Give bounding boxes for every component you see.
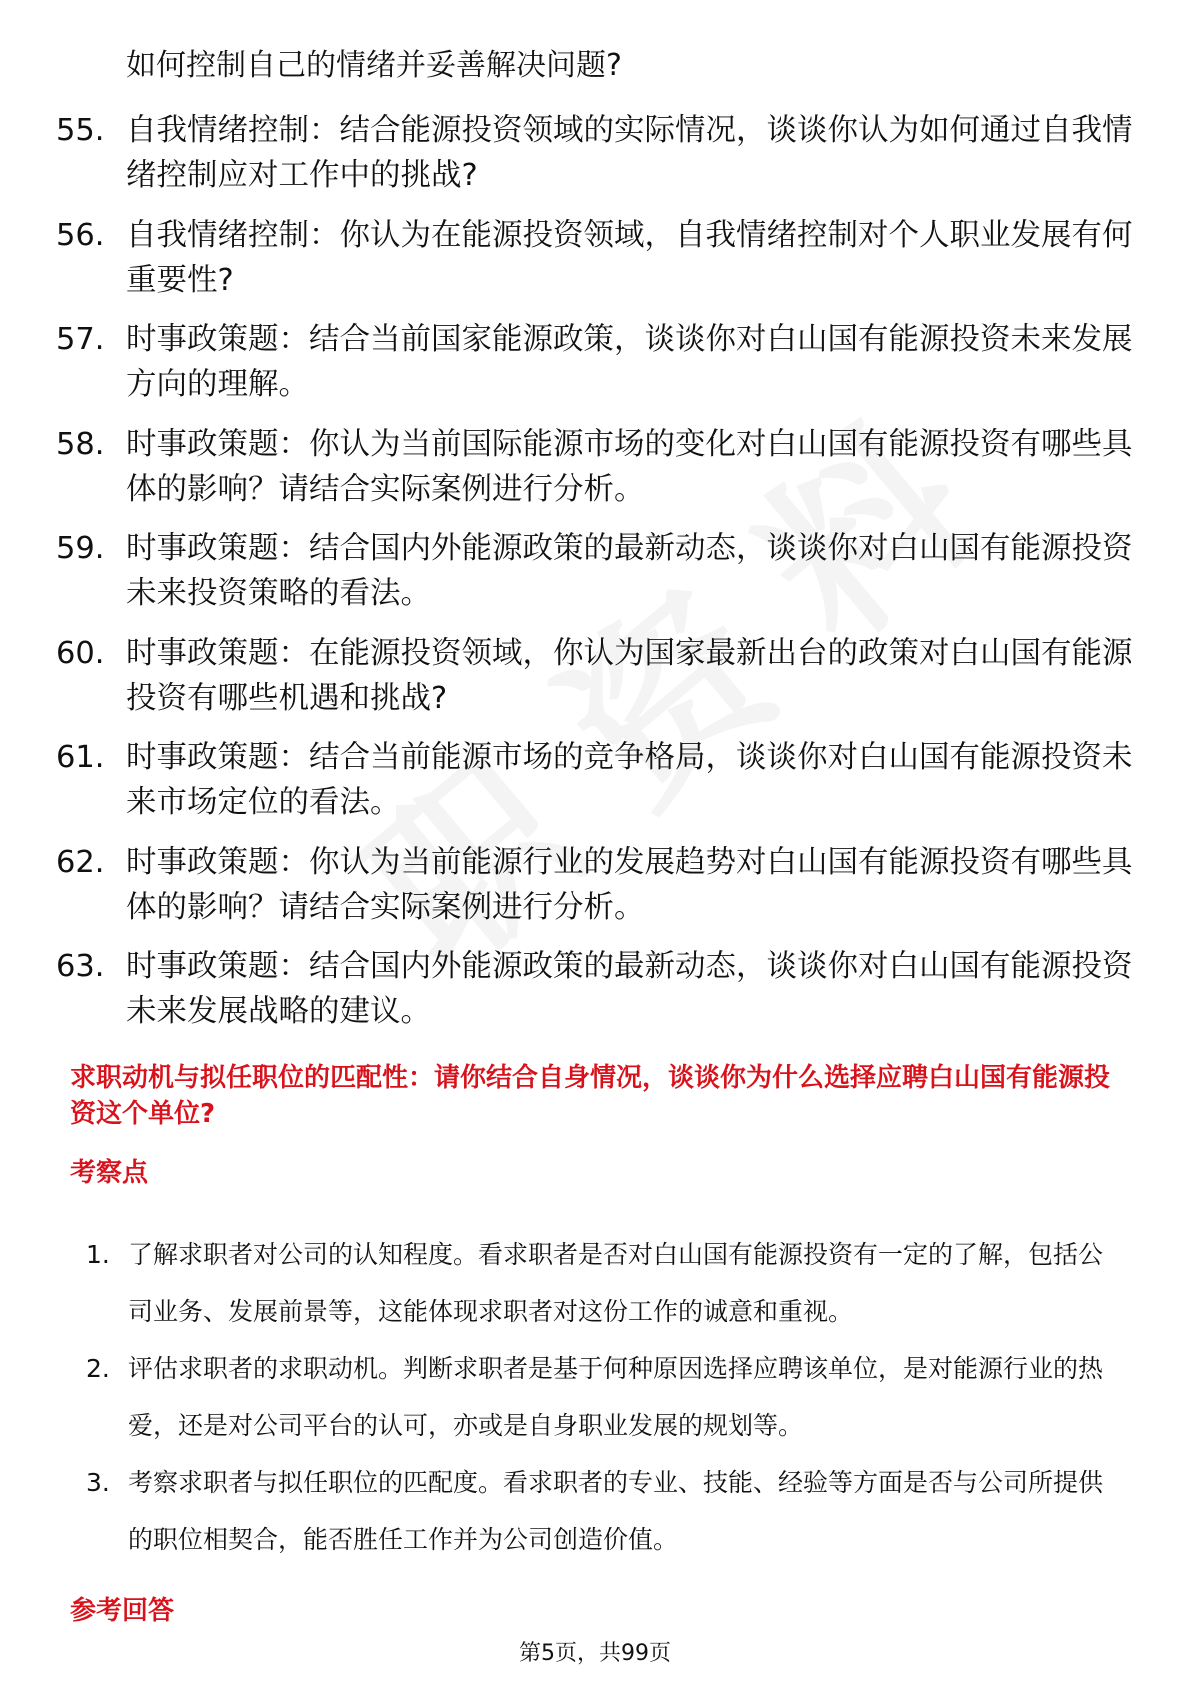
list-item	[56, 840, 1136, 930]
list-item	[56, 631, 1136, 721]
question-number: 63.	[56, 949, 105, 984]
list-item	[86, 1340, 1116, 1454]
point-number: 2.	[86, 1354, 110, 1383]
list-item	[56, 108, 1136, 198]
question-number: 56.	[56, 217, 105, 253]
question-text: 时事政策题：结合国内外能源政策的最新动态，谈谈你对白山国有能源投资未来投资策略的看法。	[126, 531, 1133, 611]
question-text: 自我情绪控制：你认为在能源投资领域，自我情绪控制对个人职业发展有何重要性?	[126, 217, 1133, 298]
question-number: 57.	[56, 322, 105, 357]
question-number: 55.	[56, 113, 105, 148]
question-text: 时事政策题：结合当前能源市场的竞争格局，谈谈你对白山国有能源投资未来市场定位的看法。	[126, 740, 1133, 820]
section-title: 求职动机与拟任职位的匹配性：请你结合自身情况，谈谈你为什么选择应聘白山国有能源投资这个单位?	[70, 1063, 1111, 1129]
point-number: 1.	[86, 1240, 110, 1269]
page-number: 第5页，共99页	[519, 1641, 671, 1666]
list-item	[56, 213, 1136, 303]
point-text: 评估求职者的求职动机。判断求职者是基于何种原因选择应聘该单位，是对能源行业的热爱，还是对公司平台的认可，亦或是自身职业发展的规划等。	[128, 1354, 1104, 1440]
question-text: 时事政策题：在能源投资领域，你认为国家最新出台的政策对白山国有能源投资有哪些机遇和挑战?	[126, 635, 1133, 716]
question-number: 58.	[56, 426, 105, 462]
question-number: 62.	[56, 844, 105, 880]
question-text: 自我情绪控制：结合能源投资领域的实际情况，谈谈你认为如何通过自我情绪控制应对工作中的挑战?	[126, 113, 1133, 193]
point-text: 考察求职者与拟任职位的匹配度。看求职者的专业、技能、经验等方面是否与公司所提供的职位相契合，能否胜任工作并为公司创造价值。	[128, 1468, 1104, 1554]
list-item	[56, 422, 1136, 512]
point-number: 3.	[86, 1468, 110, 1497]
question-number: 61.	[56, 740, 105, 775]
question-list	[56, 108, 1136, 1049]
question-text: 时事政策题：结合当前国家能源政策，谈谈你对白山国有能源投资未来发展方向的理解。	[126, 322, 1133, 402]
question-text: 时事政策题：你认为当前能源行业的发展趋势对白山国有能源投资有哪些具体的影响？请结合实际案例进行分析。	[126, 844, 1133, 925]
list-item	[56, 526, 1136, 616]
question-number: 59.	[56, 531, 105, 566]
question-text: 时事政策题：你认为当前国际能源市场的变化对白山国有能源投资有哪些具体的影响？请结合实际案例进行分析。	[126, 426, 1133, 507]
reference-answer-heading: 参考回答	[70, 1596, 175, 1626]
exam-points-list	[86, 1226, 1116, 1568]
exam-points-heading: 考察点	[70, 1158, 149, 1188]
list-item	[56, 317, 1136, 407]
list-item	[86, 1454, 1116, 1568]
point-text: 了解求职者对公司的认知程度。看求职者是否对白山国有能源投资有一定的了解，包括公司业务、发展前景等，这能体现求职者对这份工作的诚意和重视。	[128, 1240, 1104, 1326]
question-number: 60.	[56, 635, 105, 671]
continued-question-text: 如何控制自己的情绪并妥善解决问题?	[126, 48, 622, 83]
question-text: 时事政策题：结合国内外能源政策的最新动态，谈谈你对白山国有能源投资未来发展战略的建议。	[126, 949, 1133, 1029]
list-item	[86, 1226, 1116, 1340]
list-item	[56, 944, 1136, 1034]
list-item	[56, 735, 1136, 825]
